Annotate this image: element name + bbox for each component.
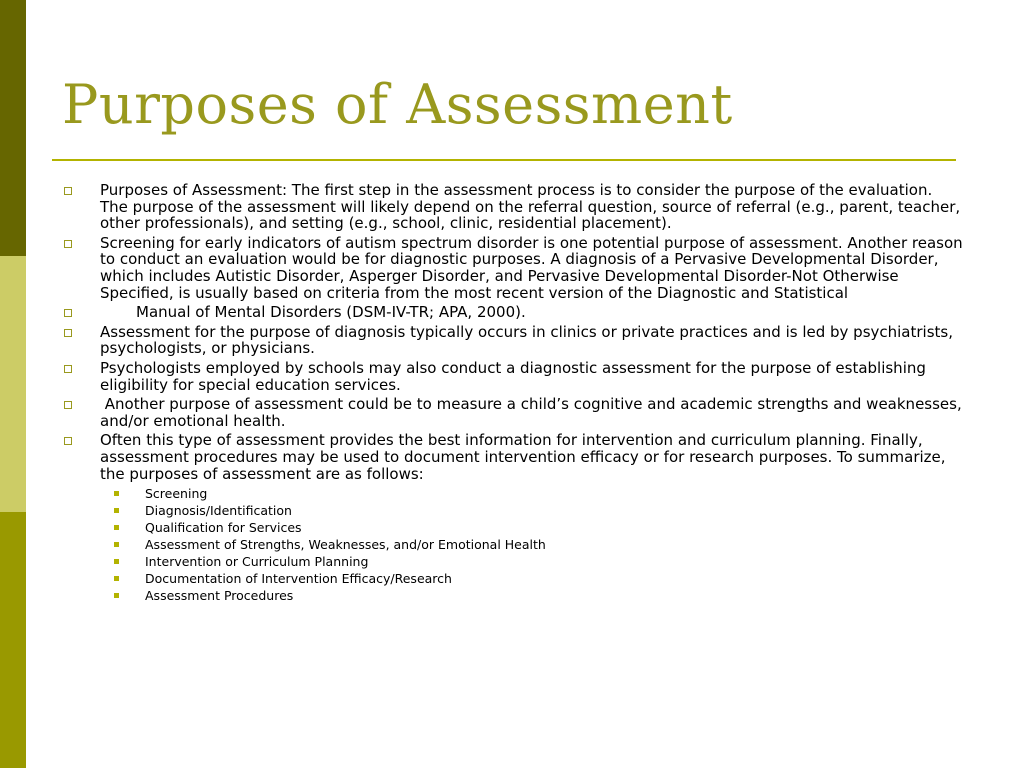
- title-divider: [52, 159, 956, 161]
- sub-bullet-item: [62, 553, 964, 570]
- bullet-item: [62, 304, 964, 321]
- bullet-item: [62, 432, 964, 482]
- filled-square-bullet-icon: [114, 508, 119, 513]
- filled-square-bullet-icon: [114, 491, 119, 496]
- bullet-text: Often this type of assessment provides the best information for intervention and curriculum planning. Finally, assessment procedures may be used to document intervention efficacy or for research purposes. To summarize, the purposes of assessment are as follows:: [100, 431, 946, 483]
- sub-bullet-item: [62, 570, 964, 587]
- slide-title: Purposes of Assessment: [62, 73, 733, 136]
- sub-bullet-text: Screening: [145, 486, 208, 502]
- sidebar-segment-mid: [0, 512, 26, 768]
- sub-bullet-list: [62, 485, 964, 604]
- sub-bullet-item: [62, 587, 964, 604]
- filled-square-bullet-icon: [114, 559, 119, 564]
- bullet-text: Another purpose of assessment could be to measure a child’s cognitive and academic strengths and weaknesses, and/or emotional health.: [100, 395, 967, 430]
- sub-bullet-item: [62, 502, 964, 519]
- bullet-text: Purposes of Assessment: The first step in the assessment process is to consider the purpose of the evaluation. The purpose of the assessment will likely depend on the referral question, source of referral (e.g., parent, teacher, other professionals), and setting (e.g., school, clinic, residential placement).: [100, 181, 961, 233]
- filled-square-bullet-icon: [114, 593, 119, 598]
- sub-bullet-text: Assessment Procedures: [145, 588, 294, 604]
- sidebar-segment-light: [0, 256, 26, 512]
- bullet-text: Assessment for the purpose of diagnosis typically occurs in clinics or private practices and is led by psychiatrists, psychologists, or physicians.: [100, 322, 953, 358]
- sub-bullet-text: Documentation of Intervention Efficacy/Research: [145, 571, 452, 587]
- bullet-item: [62, 395, 967, 430]
- bullet-text: Manual of Mental Disorders (DSM-IV-TR; APA, 2000).: [136, 303, 526, 322]
- sub-bullet-item: [62, 536, 964, 553]
- bullet-item: [62, 360, 964, 393]
- sidebar-decoration: [0, 0, 26, 768]
- hollow-square-bullet-icon: [64, 329, 72, 337]
- hollow-square-bullet-icon: [64, 401, 72, 409]
- sub-bullet-text: Qualification for Services: [145, 520, 302, 536]
- slide-content: [62, 181, 967, 604]
- sub-bullet-item: [62, 519, 964, 536]
- bullet-item: [62, 182, 964, 232]
- sub-bullet-text: Assessment of Strengths, Weaknesses, and/or Emotional Health: [145, 537, 546, 553]
- hollow-square-bullet-icon: [64, 240, 72, 248]
- hollow-square-bullet-icon: [64, 365, 72, 373]
- hollow-square-bullet-icon: [64, 187, 72, 195]
- sub-bullet-text: Diagnosis/Identification: [145, 503, 292, 519]
- hollow-square-bullet-icon: [64, 437, 72, 445]
- filled-square-bullet-icon: [114, 542, 119, 547]
- filled-square-bullet-icon: [114, 576, 119, 581]
- bullet-item: [62, 235, 964, 301]
- filled-square-bullet-icon: [114, 525, 119, 530]
- sidebar-segment-dark: [0, 0, 26, 256]
- bullet-text: Psychologists employed by schools may also conduct a diagnostic assessment for the purpose of establishing eligibility for special education services.: [100, 358, 926, 394]
- sub-bullet-item: [62, 485, 964, 502]
- bullet-item: [62, 324, 964, 357]
- hollow-square-bullet-icon: [64, 309, 72, 317]
- sub-bullet-text: Intervention or Curriculum Planning: [145, 554, 369, 570]
- bullet-text: Screening for early indicators of autism spectrum disorder is one potential purpose of assessment. Another reason to conduct an evaluation would be for diagnostic purposes. A diagnosis of a Pervasive Developmental Disorder, which includes Autistic Disorder, Asperger Disorder, and Pervasive Developmental Disorder-Not Otherwise Specified, is usually based on criteria from the most recent version of the Diagnostic and Statistical: [100, 233, 963, 302]
